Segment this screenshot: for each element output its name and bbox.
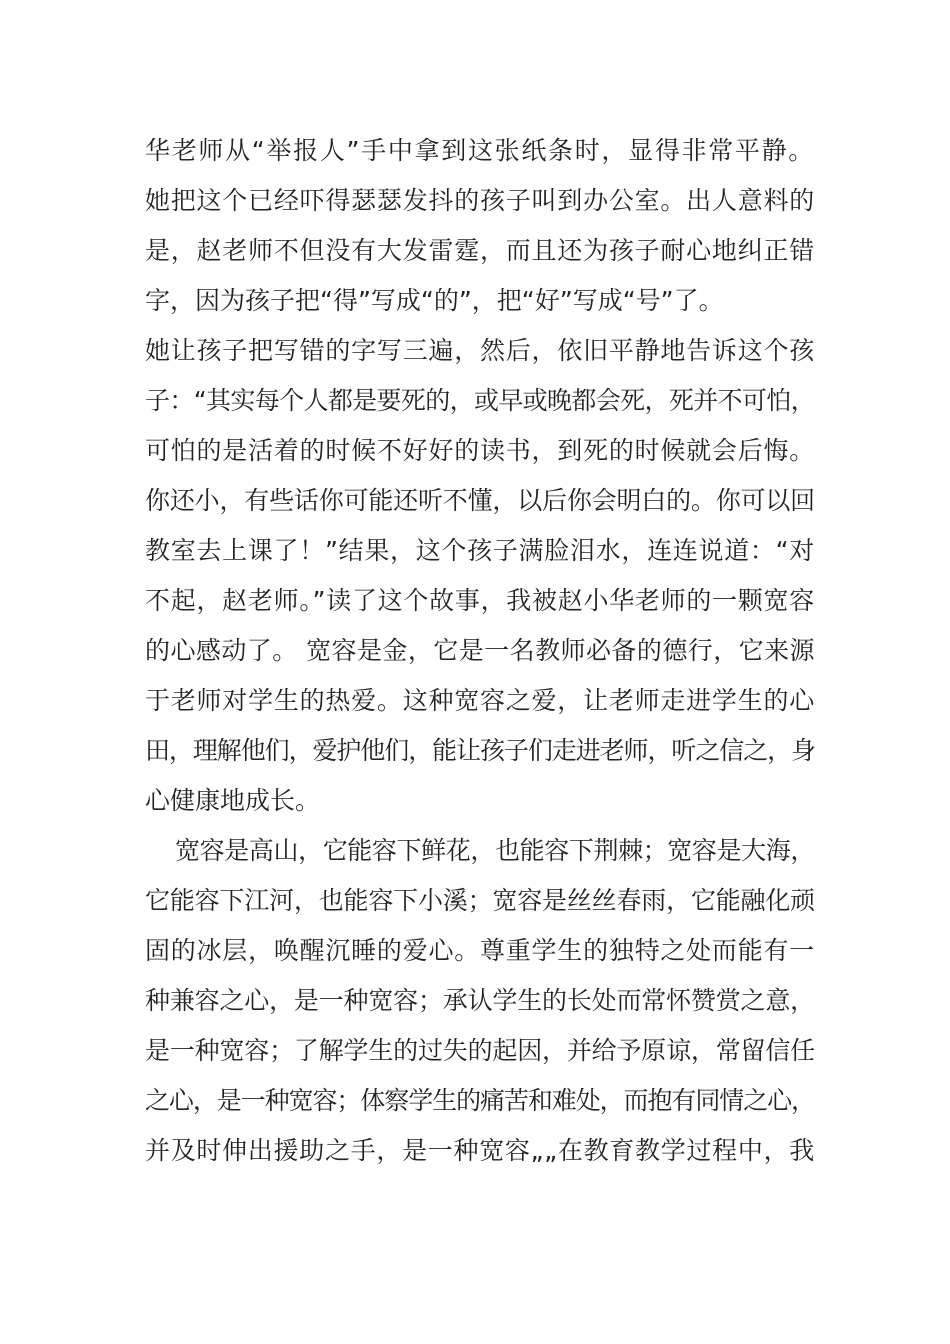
paragraph-line: 于老师对学生的热爱。这种宽容之爱，让老师走进学生的心 bbox=[145, 686, 815, 715]
paragraph-line: 华老师从“举报人”手中拿到这张纸条时，显得非常平静。 bbox=[145, 136, 816, 165]
paragraph-line: 心健康地成长。 bbox=[145, 786, 321, 815]
paragraph-line: 的心感动了。 宽容是金，它是一名教师必备的德行，它来源 bbox=[145, 636, 815, 665]
paragraph-line-indented: 宽容是高山，它能容下鲜花，也能容下荆棘；宽容是大海， bbox=[175, 836, 815, 865]
paragraph-line: 你还小，有些话你可能还听不懂，以后你会明白的。你可以回 bbox=[145, 486, 815, 515]
paragraph-line: 她把这个已经吓得瑟瑟发抖的孩子叫到办公室。出人意料的 bbox=[145, 186, 815, 215]
paragraph-line: 字，因为孩子把“得”写成“的”，把“好”写成“号”了。 bbox=[145, 286, 724, 315]
paragraph-line: 种兼容之心，是一种宽容；承认学生的长处而常怀赞赏之意， bbox=[145, 986, 815, 1015]
paragraph-line: 不起，赵老师。”读了这个故事，我被赵小华老师的一颗宽容 bbox=[145, 586, 815, 615]
paragraph-1 bbox=[145, 126, 815, 826]
paragraph-line: 可怕的是活着的时候不好好的读书，到死的时候就会后悔。 bbox=[145, 436, 815, 465]
paragraph-line: 她让孩子把写错的字写三遍，然后，依旧平静地告诉这个孩 bbox=[145, 336, 815, 365]
paragraph-line: 是一种宽容；了解学生的过失的起因，并给予原谅，常留信任 bbox=[145, 1036, 815, 1065]
document-body bbox=[145, 126, 815, 1176]
paragraph-line: 田，理解他们，爱护他们，能让孩子们走进老师，听之信之，身 bbox=[145, 736, 815, 765]
paragraph-line: 教室去上课了！”结果，这个孩子满脸泪水，连连说道：“对 bbox=[145, 536, 815, 565]
paragraph-line: 之心，是一种宽容；体察学生的痛苦和难处，而抱有同情之心， bbox=[145, 1086, 815, 1115]
paragraph-line: 它能容下江河，也能容下小溪；宽容是丝丝春雨，它能融化顽 bbox=[145, 886, 815, 915]
paragraph-2 bbox=[145, 826, 815, 1176]
paragraph-line: 子：“其实每个人都是要死的，或早或晚都会死，死并不可怕， bbox=[145, 386, 815, 415]
paragraph-line: 是，赵老师不但没有大发雷霆，而且还为孩子耐心地纠正错 bbox=[145, 236, 815, 265]
paragraph-line: 并及时伸出援助之手，是一种宽容„„在教育教学过程中，我 bbox=[145, 1136, 815, 1165]
paragraph-line: 固的冰层，唤醒沉睡的爱心。尊重学生的独特之处而能有一 bbox=[145, 936, 815, 965]
